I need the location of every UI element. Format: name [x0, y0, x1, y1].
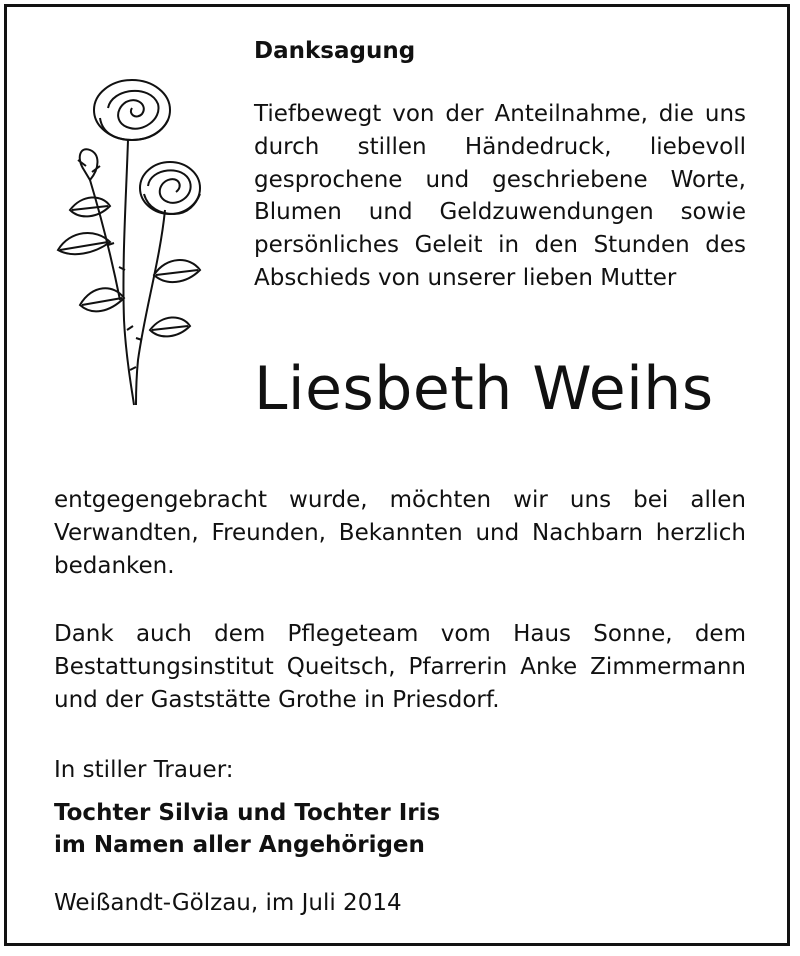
signers-block [54, 797, 440, 861]
intro-text: Tiefbewegt von der Anteilnahme, die uns durch stillen Händedruck, liebevoll gesprochene und geschriebene Worte, Blumen und Geldzuwendungen sowie persönliches Geleit in den Stunden des Abschieds von unserer lieben Mutter [254, 101, 746, 291]
signer-line: Tochter Silvia und Tochter Iris [54, 800, 441, 826]
additional-thanks-paragraph: Dank auch dem Pflegeteam vom Haus Sonne, dem Bestattungsinstitut Queitsch, Pfarrerin Anke Zimmermann und der Gaststätte Grothe in Priesdorf. [54, 621, 746, 713]
deceased-name: Liesbeth Weihs [254, 354, 714, 424]
signer-line: im Namen aller Angehörigen [54, 832, 425, 858]
heading: Danksagung [254, 38, 416, 64]
thanks-paragraph: entgegengebracht wurde, möchten wir uns bei allen Verwandten, Freunden, Bekannten und Nachbarn herzlich bedanken. [54, 487, 746, 579]
mourning-line: In stiller Trauer: [54, 757, 234, 783]
rose-illustration-icon [50, 70, 220, 410]
place-date: Weißandt-Gölzau, im Juli 2014 [54, 890, 402, 916]
